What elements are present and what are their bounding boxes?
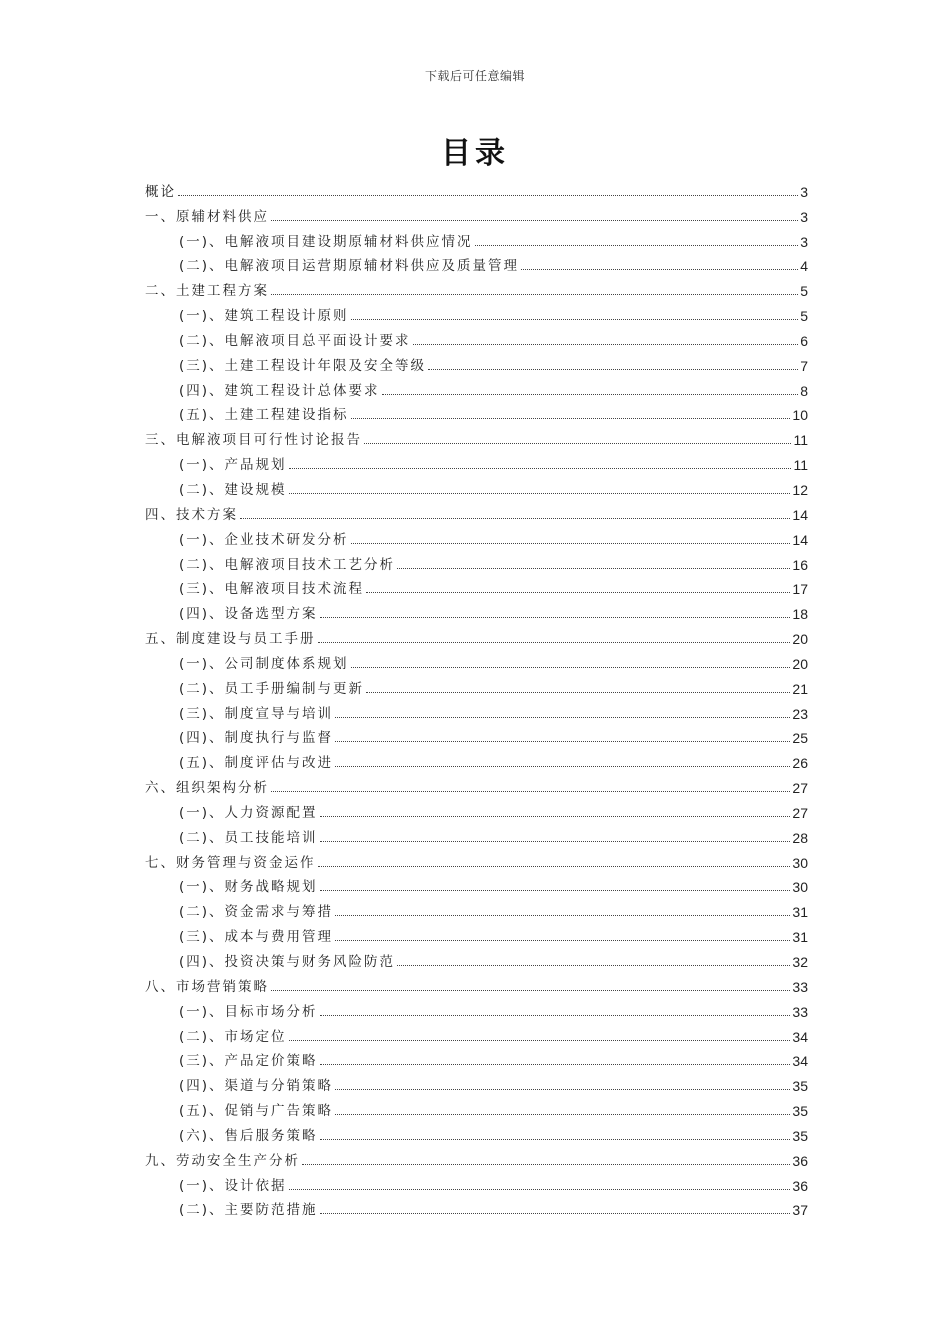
toc-entry-label: (六)、售后服务策略 xyxy=(179,1127,318,1144)
toc-section-entry[interactable] xyxy=(145,797,808,822)
toc-page-number: 25 xyxy=(792,730,808,747)
toc-section-entry[interactable] xyxy=(145,1120,808,1145)
toc-page-number: 14 xyxy=(792,531,808,548)
toc-dot-leader xyxy=(351,667,791,668)
toc-dot-leader xyxy=(240,518,790,519)
toc-entry-label: (四)、设备选型方案 xyxy=(179,606,318,623)
toc-section-entry[interactable] xyxy=(145,574,808,599)
toc-page-number: 33 xyxy=(792,978,808,995)
toc-entry-label: (一)、电解液项目建设期原辅材料供应情况 xyxy=(179,233,473,250)
toc-entry-label: 一、原辅材料供应 xyxy=(145,208,269,225)
toc-page-number: 31 xyxy=(792,929,808,946)
toc-page-number: 3 xyxy=(800,183,808,200)
toc-page-number: 20 xyxy=(792,631,808,648)
toc-page-number: 35 xyxy=(792,1078,808,1095)
toc-chapter-entry[interactable] xyxy=(145,275,808,300)
toc-entry-label: (一)、财务战略规划 xyxy=(179,879,318,896)
toc-entry-label: (三)、土建工程设计年限及安全等级 xyxy=(179,357,427,374)
toc-page-number: 16 xyxy=(792,556,808,573)
toc-entry-label: 九、劳动安全生产分析 xyxy=(145,1152,300,1169)
toc-chapter-entry[interactable] xyxy=(145,176,808,201)
toc-dot-leader xyxy=(320,1015,791,1016)
toc-entry-label: (一)、建筑工程设计原则 xyxy=(179,308,349,325)
toc-page-number: 5 xyxy=(800,283,808,300)
toc-page-number: 3 xyxy=(800,233,808,250)
toc-page-number: 8 xyxy=(800,382,808,399)
toc-dot-leader xyxy=(271,220,798,221)
toc-section-entry[interactable] xyxy=(145,1021,808,1046)
toc-section-entry[interactable] xyxy=(145,524,808,549)
toc-section-entry[interactable] xyxy=(145,1170,808,1195)
toc-chapter-entry[interactable] xyxy=(145,847,808,872)
toc-dot-leader xyxy=(271,791,790,792)
toc-dot-leader xyxy=(366,592,790,593)
toc-page-number: 31 xyxy=(792,904,808,921)
toc-dot-leader xyxy=(397,568,790,569)
toc-section-entry[interactable] xyxy=(145,946,808,971)
toc-dot-leader xyxy=(351,418,791,419)
toc-dot-leader xyxy=(475,245,799,246)
toc-section-entry[interactable] xyxy=(145,921,808,946)
toc-dot-leader xyxy=(351,319,799,320)
toc-dot-leader xyxy=(521,269,798,270)
toc-dot-leader xyxy=(320,816,791,817)
toc-page-number: 20 xyxy=(792,655,808,672)
toc-section-entry[interactable] xyxy=(145,1046,808,1071)
toc-entry-label: (四)、投资决策与财务风险防范 xyxy=(179,954,396,970)
toc-dot-leader xyxy=(289,1189,791,1190)
toc-section-entry[interactable] xyxy=(145,251,808,276)
toc-dot-leader xyxy=(335,1114,790,1115)
toc-section-entry[interactable] xyxy=(145,400,808,425)
toc-page-number: 34 xyxy=(792,1053,808,1070)
toc-dot-leader xyxy=(413,344,799,345)
toc-page-number: 5 xyxy=(800,308,808,325)
toc-entry-label: 四、技术方案 xyxy=(145,506,238,523)
toc-dot-leader xyxy=(335,1089,790,1090)
toc-page-number: 37 xyxy=(792,1202,808,1219)
toc-section-entry[interactable] xyxy=(145,350,808,375)
toc-page-number: 14 xyxy=(792,506,808,523)
toc-dot-leader xyxy=(382,394,799,395)
toc-entry-label: (二)、市场定位 xyxy=(179,1028,287,1045)
toc-section-entry[interactable] xyxy=(145,896,808,921)
toc-section-entry[interactable] xyxy=(145,300,808,325)
toc-section-entry[interactable] xyxy=(145,449,808,474)
toc-entry-label: (二)、建设规模 xyxy=(179,481,287,498)
toc-page-number: 10 xyxy=(792,407,808,424)
toc-dot-leader xyxy=(289,468,792,469)
toc-page-number: 35 xyxy=(792,1127,808,1144)
toc-page-number: 26 xyxy=(792,755,808,772)
toc-page-number: 35 xyxy=(792,1103,808,1120)
toc-dot-leader xyxy=(335,766,790,767)
toc-dot-leader xyxy=(320,1064,791,1065)
toc-dot-leader xyxy=(335,717,790,718)
toc-entry-label: (一)、公司制度体系规划 xyxy=(179,655,349,672)
toc-section-entry[interactable] xyxy=(145,549,808,574)
toc-entry-label: (三)、成本与费用管理 xyxy=(179,929,334,946)
toc-page-number: 18 xyxy=(792,606,808,623)
toc-chapter-entry[interactable] xyxy=(145,772,808,797)
toc-page-number: 3 xyxy=(800,208,808,225)
toc-dot-leader xyxy=(320,1213,791,1214)
toc-entry-label: (二)、员工手册编制与更新 xyxy=(179,680,365,697)
toc-entry-label: (二)、电解液项目运营期原辅材料供应及质量管理 xyxy=(179,258,520,275)
toc-entry-label: (二)、资金需求与筹措 xyxy=(179,904,334,921)
toc-entry-label: (二)、主要防范措施 xyxy=(179,1202,318,1219)
page-title: 目录 xyxy=(441,136,509,171)
toc-entry-label: (二)、电解液项目技术工艺分析 xyxy=(179,556,396,573)
toc-section-entry[interactable] xyxy=(145,822,808,847)
toc-dot-leader xyxy=(366,692,790,693)
toc-section-entry[interactable] xyxy=(145,1095,808,1120)
toc-page-number: 34 xyxy=(792,1028,808,1045)
toc-section-entry[interactable] xyxy=(145,747,808,772)
table-of-contents xyxy=(145,176,808,1219)
toc-dot-leader xyxy=(318,866,791,867)
toc-page-number: 33 xyxy=(792,1003,808,1020)
toc-section-entry[interactable] xyxy=(145,996,808,1021)
toc-page-number: 32 xyxy=(792,954,808,970)
toc-entry-label: (三)、电解液项目技术流程 xyxy=(179,581,365,598)
toc-entry-label: 三、电解液项目可行性讨论报告 xyxy=(145,432,362,449)
toc-entry-label: (三)、制度宣导与培训 xyxy=(179,705,334,722)
toc-section-entry[interactable] xyxy=(145,872,808,897)
toc-dot-leader xyxy=(302,1164,790,1165)
toc-dot-leader xyxy=(335,940,790,941)
toc-dot-leader xyxy=(428,369,798,370)
toc-entry-label: (四)、建筑工程设计总体要求 xyxy=(179,382,380,399)
toc-entry-label: (五)、制度评估与改进 xyxy=(179,755,334,772)
toc-page-number: 12 xyxy=(792,481,808,498)
toc-dot-leader xyxy=(364,443,791,444)
toc-dot-leader xyxy=(351,543,791,544)
toc-dot-leader xyxy=(320,890,791,891)
toc-section-entry[interactable] xyxy=(145,1070,808,1095)
toc-chapter-entry[interactable] xyxy=(145,1145,808,1170)
toc-dot-leader xyxy=(178,195,798,196)
toc-section-entry[interactable] xyxy=(145,723,808,748)
toc-entry-label: (一)、设计依据 xyxy=(179,1177,287,1194)
toc-section-entry[interactable] xyxy=(145,325,808,350)
toc-entry-label: (五)、促销与广告策略 xyxy=(179,1103,334,1120)
toc-entry-label: (一)、目标市场分析 xyxy=(179,1003,318,1020)
toc-page-number: 36 xyxy=(792,1152,808,1169)
toc-chapter-entry[interactable] xyxy=(145,971,808,996)
toc-page-number: 27 xyxy=(792,780,808,797)
toc-entry-label: 二、土建工程方案 xyxy=(145,283,269,300)
toc-entry-label: (一)、产品规划 xyxy=(179,457,287,474)
toc-section-entry[interactable] xyxy=(145,1195,808,1220)
header-note: 下载后可任意编辑 xyxy=(424,69,525,83)
toc-dot-leader xyxy=(289,493,791,494)
toc-page-number: 21 xyxy=(792,680,808,697)
toc-entry-label: (三)、产品定价策略 xyxy=(179,1053,318,1070)
toc-entry-label: (四)、渠道与分销策略 xyxy=(179,1078,334,1095)
toc-entry-label: (一)、企业技术研发分析 xyxy=(179,531,349,548)
toc-page-number: 4 xyxy=(800,258,808,275)
toc-page-number: 30 xyxy=(792,879,808,896)
toc-dot-leader xyxy=(320,841,791,842)
toc-entry-label: (四)、制度执行与监督 xyxy=(179,730,334,747)
toc-section-entry[interactable] xyxy=(145,648,808,673)
toc-page-number: 36 xyxy=(792,1177,808,1194)
toc-chapter-entry[interactable] xyxy=(145,499,808,524)
toc-page-number: 7 xyxy=(800,357,808,374)
toc-section-entry[interactable] xyxy=(145,598,808,623)
toc-dot-leader xyxy=(271,294,798,295)
toc-entry-label: 八、市场营销策略 xyxy=(145,978,269,995)
toc-section-entry[interactable] xyxy=(145,698,808,723)
toc-section-entry[interactable] xyxy=(145,226,808,251)
toc-entry-label: 七、财务管理与资金运作 xyxy=(145,854,316,871)
toc-dot-leader xyxy=(318,642,791,643)
toc-page-number: 27 xyxy=(792,804,808,821)
toc-page-number: 11 xyxy=(793,457,808,474)
toc-dot-leader xyxy=(397,965,790,966)
toc-page-number: 11 xyxy=(793,432,808,449)
toc-entry-label: (一)、人力资源配置 xyxy=(179,804,318,821)
toc-entry-label: (二)、电解液项目总平面设计要求 xyxy=(179,332,411,349)
toc-chapter-entry[interactable] xyxy=(145,201,808,226)
toc-page-number: 23 xyxy=(792,705,808,722)
toc-page-number: 6 xyxy=(800,332,808,349)
toc-page-number: 28 xyxy=(792,829,808,846)
toc-entry-label: (二)、员工技能培训 xyxy=(179,829,318,846)
toc-page-number: 17 xyxy=(792,581,808,598)
toc-dot-leader xyxy=(289,1040,791,1041)
toc-section-entry[interactable] xyxy=(145,673,808,698)
toc-entry-label: 六、组织架构分析 xyxy=(145,780,269,797)
toc-section-entry[interactable] xyxy=(145,474,808,499)
toc-chapter-entry[interactable] xyxy=(145,424,808,449)
toc-entry-label: 概论 xyxy=(145,183,176,200)
toc-dot-leader xyxy=(335,741,790,742)
toc-dot-leader xyxy=(271,990,790,991)
toc-dot-leader xyxy=(320,617,791,618)
toc-dot-leader xyxy=(335,915,790,916)
toc-page-number: 30 xyxy=(792,854,808,871)
toc-dot-leader xyxy=(320,1139,791,1140)
toc-entry-label: (五)、土建工程建设指标 xyxy=(179,407,349,424)
toc-entry-label: 五、制度建设与员工手册 xyxy=(145,631,316,648)
toc-section-entry[interactable] xyxy=(145,375,808,400)
toc-chapter-entry[interactable] xyxy=(145,623,808,648)
